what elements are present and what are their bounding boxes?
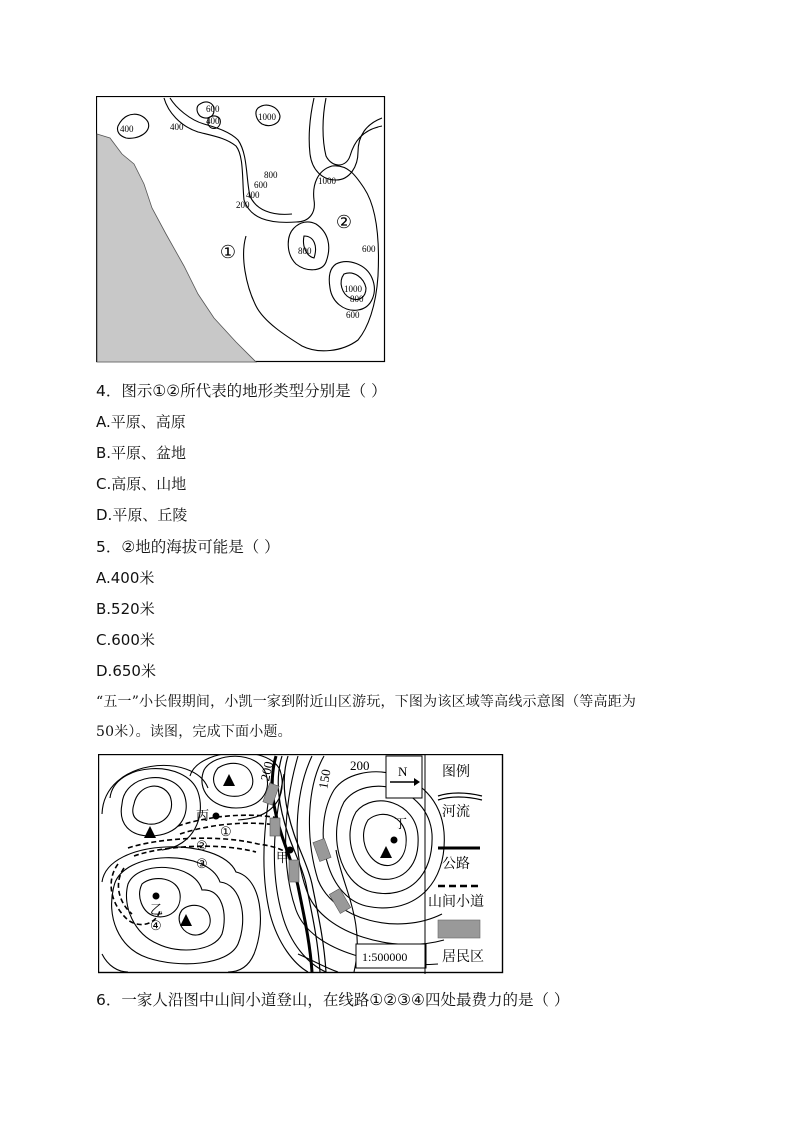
question-6-stem: 6．一家人沿图中山间小道登山，在线路①②③④四处最费力的是（ ） bbox=[96, 991, 570, 1009]
q4-option-d[interactable]: D.平原、丘陵 bbox=[96, 506, 188, 524]
north-label: N bbox=[398, 764, 408, 779]
contour-label: 600 bbox=[206, 104, 220, 114]
contour-label: 400 bbox=[170, 122, 184, 132]
north-arrow-box bbox=[386, 756, 422, 798]
contour-label: 800 bbox=[298, 246, 312, 256]
region-1-marker: ① bbox=[219, 242, 237, 262]
region-2-marker: ② bbox=[335, 212, 353, 232]
topographic-map-1 bbox=[96, 96, 386, 363]
legend-residential: 居民区 bbox=[442, 950, 484, 965]
contour-label: 400 bbox=[246, 190, 260, 200]
contour-label-150: 150 bbox=[315, 768, 334, 790]
q5-option-c[interactable]: C.600米 bbox=[96, 631, 155, 649]
question-4-stem: 4．图示①②所代表的地形类型分别是（ ） bbox=[96, 382, 387, 400]
contour-label: 600 bbox=[254, 180, 268, 190]
question-5-stem: 5．②地的海拔可能是（ ） bbox=[96, 538, 280, 556]
intro-line-2: 50米）。读图，完成下面小题。 bbox=[96, 724, 292, 740]
contour-label: 1000 bbox=[258, 112, 276, 122]
q4-option-a[interactable]: A.平原、高原 bbox=[96, 413, 186, 431]
contour-label: 800 bbox=[264, 170, 278, 180]
contour-label: 400 bbox=[206, 116, 220, 126]
legend-road: 公路 bbox=[442, 857, 470, 872]
q5-option-b[interactable]: B.520米 bbox=[96, 600, 155, 618]
contour-label: 1000 bbox=[344, 284, 362, 294]
contour-label: 800 bbox=[350, 294, 364, 304]
contour-label: 200 bbox=[236, 200, 250, 210]
route-3-marker: ③ bbox=[196, 856, 208, 871]
contour-label-200: 200 bbox=[257, 760, 276, 783]
contour-label: 400 bbox=[120, 124, 134, 134]
legend-trail: 山间小道 bbox=[428, 895, 484, 910]
scale-text: 1:500000 bbox=[362, 950, 408, 964]
scale-box bbox=[356, 944, 426, 968]
contour-label-200-east: 200 bbox=[350, 758, 370, 773]
place-bing: 丙 bbox=[196, 808, 210, 823]
contour-label: 600 bbox=[362, 244, 376, 254]
place-yi: 乙 bbox=[150, 902, 164, 917]
q5-option-d[interactable]: D.650米 bbox=[96, 662, 156, 680]
q4-option-c[interactable]: C.高原、山地 bbox=[96, 475, 187, 493]
contour-label: 1000 bbox=[318, 176, 336, 186]
route-4-marker: ④ bbox=[150, 918, 162, 933]
contour-label: 600 bbox=[346, 310, 360, 320]
route-1-marker: ① bbox=[220, 824, 232, 839]
q4-option-b[interactable]: B.平原、盆地 bbox=[96, 444, 187, 462]
legend-title: 图例 bbox=[442, 765, 470, 780]
legend-river: 河流 bbox=[442, 805, 470, 820]
topographic-map-2 bbox=[98, 754, 504, 974]
intro-line-1: “五一”小长假期间，小凯一家到附近山区游玩，下图为该区域等高线示意图（等高距为 bbox=[96, 694, 637, 710]
place-ding: 丁 bbox=[394, 816, 408, 831]
route-2-marker: ② bbox=[196, 838, 208, 853]
q5-option-a[interactable]: A.400米 bbox=[96, 569, 155, 587]
place-jia: 甲 bbox=[276, 850, 290, 865]
